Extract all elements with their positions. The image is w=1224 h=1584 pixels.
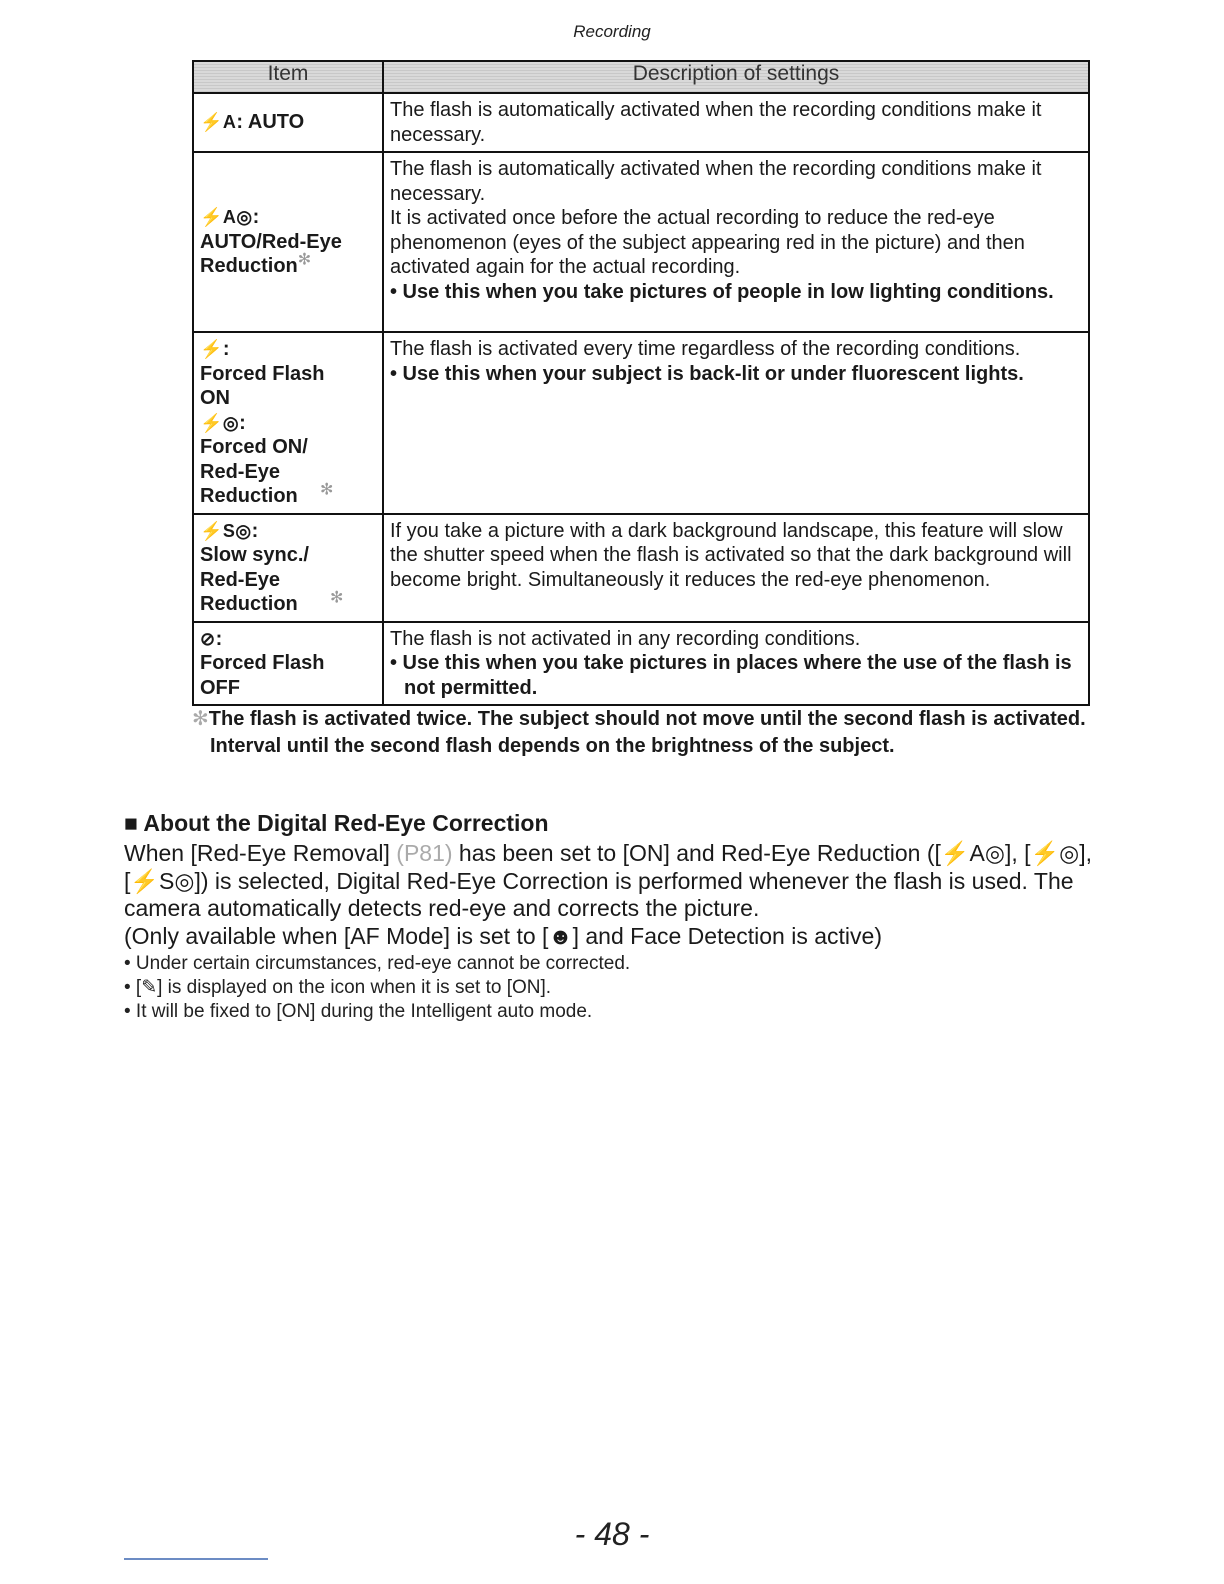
item-label: : AUTO bbox=[236, 111, 305, 134]
item-cell: ⊘: Forced Flash OFF bbox=[193, 622, 383, 706]
asterisk-mark: ✻ bbox=[297, 251, 312, 269]
description-cell bbox=[383, 622, 1089, 706]
bullet-item: • Under certain circumstances, red-eye cannot be corrected. bbox=[124, 953, 631, 974]
flash-on-red-eye-icon: ⚡◎ bbox=[200, 412, 240, 433]
flash-off-icon: ⊘ bbox=[200, 628, 216, 649]
usage-tip: • Use this when you take pictures in places where the use of the flash is not permitted. bbox=[390, 652, 1072, 699]
description-text: The flash is not activated in any recording conditions. bbox=[390, 627, 861, 650]
flash-settings-table bbox=[192, 60, 1090, 706]
asterisk-mark: ✻ bbox=[192, 708, 209, 730]
footnote bbox=[192, 706, 1092, 759]
item-label: Forced Flash OFF bbox=[200, 652, 325, 699]
description-text: The flash is automatically activated when the recording conditions make it necessary. bbox=[390, 99, 1042, 146]
description-text: If you take a picture with a dark background landscape, this feature will slow the shutter speed when the flash is activated so that the dark background will become bright. Simultaneously it reduces the red-eye phenomenon. bbox=[390, 519, 1072, 591]
page-number: - 48 - bbox=[574, 1516, 650, 1552]
paragraph-note: (Only available when [AF Mode] is set to [☻] and Face Detection is active) bbox=[124, 922, 882, 949]
description-text: The flash is automatically activated when the recording conditions make it necessary. bbox=[390, 158, 1042, 205]
item-label: Forced Flash ON bbox=[200, 362, 325, 409]
item-cell bbox=[193, 93, 383, 152]
asterisk-mark: ✻ bbox=[330, 589, 344, 607]
table-row bbox=[193, 622, 1089, 706]
table-row bbox=[193, 93, 1089, 152]
body-paragraph bbox=[124, 840, 1104, 950]
table-row bbox=[193, 514, 1089, 622]
footer-rule bbox=[124, 1558, 268, 1560]
item-label: Forced ON/ Red-Eye Reduction bbox=[200, 436, 308, 507]
description-text: It is activated once before the actual recording to reduce the red-eye phenomenon (eyes of the subject appearing red in the picture) and then activated again for the actual recording. bbox=[390, 207, 1025, 278]
flash-on-icon: ⚡ bbox=[200, 339, 223, 359]
description-cell bbox=[383, 514, 1089, 622]
item-cell: ⚡: Forced Flash ON ⚡◎: Forced ON/ Red-Eye Reduction ✻ bbox=[193, 332, 383, 514]
description-cell bbox=[383, 152, 1089, 332]
column-header-item: Item bbox=[193, 61, 383, 93]
usage-tip: • Use this when your subject is back-lit or under fluorescent lights. bbox=[390, 362, 1024, 385]
table-header-row bbox=[193, 61, 1089, 93]
page-header: Recording bbox=[573, 22, 651, 41]
flash-auto-red-eye-icon: ⚡A◎ bbox=[200, 207, 253, 228]
page-reference-link[interactable]: (P81) bbox=[396, 840, 453, 866]
description-cell bbox=[383, 93, 1089, 152]
usage-tip: • Use this when you take pictures of people in low lighting conditions. bbox=[390, 280, 1054, 303]
bullet-item: • It will be fixed to [ON] during the Intelligent auto mode. bbox=[124, 1001, 593, 1022]
item-cell: ⚡S◎: Slow sync./ Red-Eye Reduction ✻ bbox=[193, 514, 383, 622]
column-header-description: Description of settings bbox=[383, 61, 1089, 93]
description-cell bbox=[383, 332, 1089, 514]
paragraph-text: When [Red-Eye Removal] bbox=[124, 840, 390, 866]
description-text: The flash is activated every time regardless of the recording conditions. bbox=[390, 338, 1021, 360]
item-cell: ⚡A◎: AUTO/Red-Eye Reduction✻ bbox=[193, 152, 383, 332]
table-row bbox=[193, 152, 1089, 332]
asterisk-mark: ✻ bbox=[320, 481, 334, 499]
slow-sync-red-eye-icon: ⚡S◎ bbox=[200, 520, 252, 541]
flash-auto-icon: ⚡A bbox=[200, 112, 237, 133]
item-label: AUTO/Red-Eye Reduction bbox=[200, 230, 342, 278]
footnote-text: The flash is activated twice. The subject should not move until the second flash is activated. Interval until the second flash depends on the brightness of the subject. bbox=[208, 708, 1086, 757]
item-label: Slow sync./ Red-Eye Reduction bbox=[200, 544, 309, 615]
section-title: ■ About the Digital Red-Eye Correction bbox=[124, 810, 549, 836]
bullet-item: • [✎] is displayed on the icon when it is set to [ON]. bbox=[124, 977, 552, 998]
paragraph-text: has been set to [ON] and Red-Eye Reduction ([⚡A◎], [⚡◎], [⚡S◎]) is selected, Digital Red-Eye Correction is performed whenever the flash is used. The camera automatically detects red-eye and corrects the picture. bbox=[124, 840, 1093, 921]
table-row bbox=[193, 332, 1089, 514]
